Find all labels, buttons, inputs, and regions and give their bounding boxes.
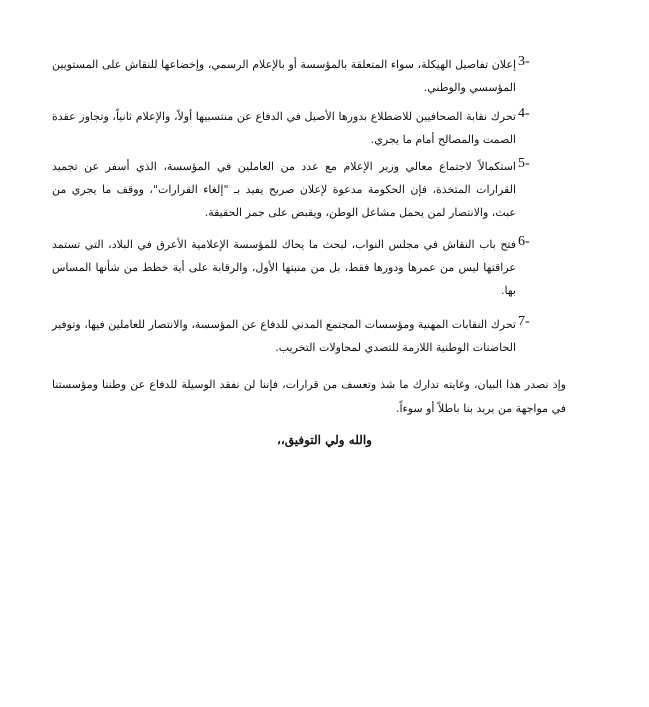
item-text: إعلان تفاصيل الهيكلة، سواء المتعلقة بالمؤسسة أو بالإعلام الرسمي، وإخضاعها للنقاش على المستويين المؤسسي والوطني. — [52, 58, 516, 94]
item-number: 7- — [518, 314, 530, 329]
item-text: استكمالاً لاجتماع معالي وزير الإعلام مع عدد من العاملين في المؤسسة، الذي أسفر عن تجميد القرارات المتخذة، فإن الحكومة مدعوة لإعلان صريح يفيد بـ "إلغاء القرارات"، ووقف ما يجري من عبث، والانتصار لمن يحمل مشاعل الوطن، ويقبض على جمر الحقيقة. — [52, 160, 516, 219]
item-text: تحرك نقابة الصحافيين للاضطلاع بدورها الأصيل في الدفاع عن منتسبيها أولاً، والإعلام ثانياً، وتجاوز عقدة الصمت والمصالح أمام ما يجري. — [52, 110, 516, 146]
list-item-7 — [52, 313, 556, 359]
item-number: 4- — [518, 106, 530, 121]
item-text: تحرك النقابات المهنية ومؤسسات المجتمع المدني للدفاع عن المؤسسة، والانتصار للعاملين فيها، وتوفير الحاضنات الوطنية اللازمة للتصدي لمحاولات التخريب. — [52, 318, 516, 354]
closing-paragraph: وإذ نصدر هذا البيان، وغايته تدارك ما شذ وتعسف من قرارات، فإننا لن نفقد الوسيلة للدفاع عن وطننا ومؤسستنا في مواجهة من يريد بنا باطلاً أو سوءاً. — [52, 378, 566, 415]
item-text: فتح باب النقاش في مجلس النواب، لبحث ما يحاك للمؤسسة الإعلامية الأعرق في البلاد، التي تستمد عراقتها ليس من عمرها ودورها فقط، بل من منبتها الأول، والرقابة على أية خطط من شأنها المساس بها. — [52, 238, 516, 297]
list-item-4 — [52, 105, 556, 151]
item-number: 3- — [518, 54, 530, 69]
signoff-line: والله ولي التوفيق،، — [277, 433, 372, 447]
list-item-5 — [52, 155, 556, 224]
item-number: 6- — [518, 234, 530, 249]
list-item-3 — [52, 53, 556, 99]
list-item-6 — [52, 233, 556, 302]
item-number: 5- — [518, 156, 530, 171]
